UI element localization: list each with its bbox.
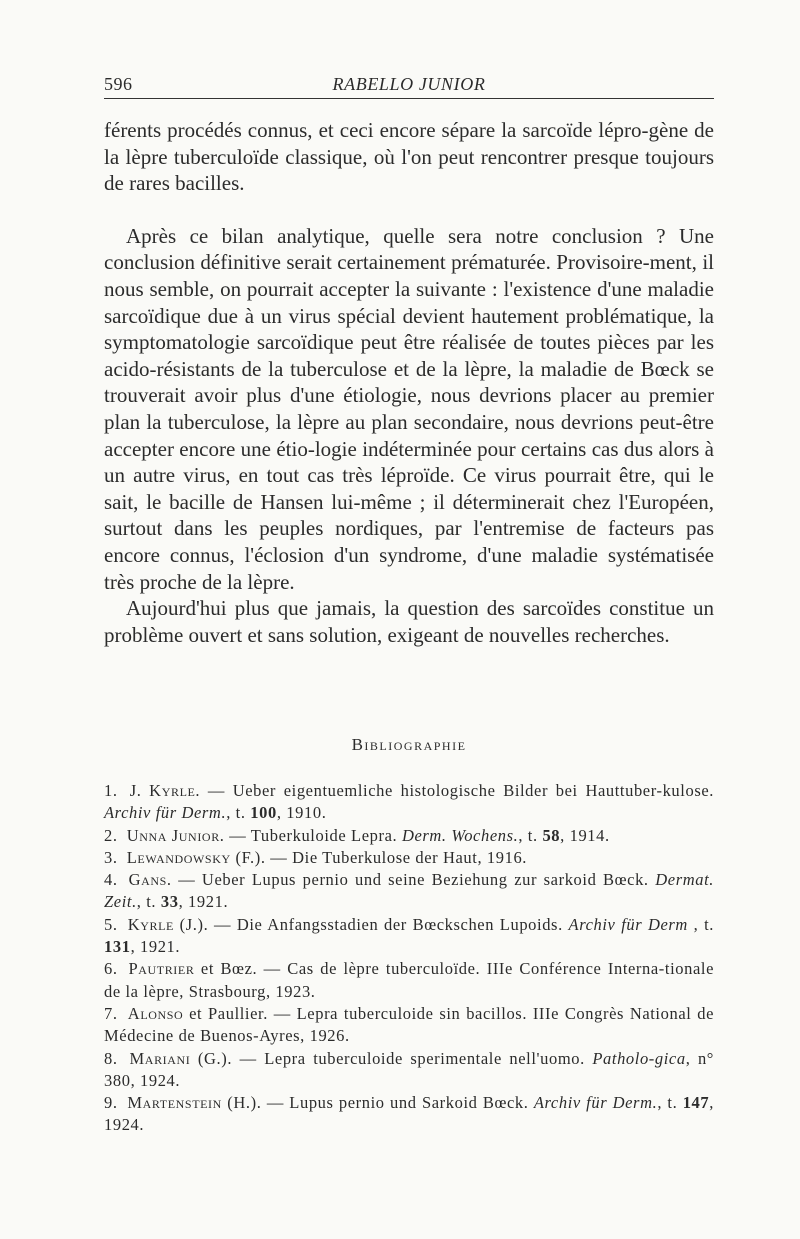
paragraph-2: Après ce bilan analytique, quelle sera notre conclusion ? Une conclusion définitive serait certainement prématurée. Provisoire-ment, il nous semble, on pourrait accepter la suivante : l'existence d'une maladie sarcoïdique due à un virus spécial devient hautement problématique, la symptomatologie sarcoïdique peut être réalisée de toutes pièces par les acido-résistants de la tuberculose et de la lèpre, la maladie de Bœck se trouverait avoir plus d'une étiologie, nous devrions placer au premier plan la tuberculose, la lèpre au plan secondaire, nous devrions peut-être accepter encore une étio-logie indéterminée pour certains cas dus alors à un autre virus, en tout cas très léproïde. Ce virus pourrait être, qui le sait, le bacille de Hansen lui-même ; il déterminerait chez l'Européen, surtout dans les peuples nordiques, par l'entremise de facteurs pas encore connus, l'éclosion d'un syndrome, d'une maladie systématisée très proche de la lèpre. [104,223,714,594]
entry-number: 3. [104,847,118,867]
entry-author: Kyrle [127,914,174,934]
entry-number: 4. [104,870,118,890]
entry-number: 8. [104,1048,118,1068]
bibliography-heading: Bibliographie [351,735,467,754]
running-head: RABELLO JUNIOR [332,74,486,94]
entry-volume: 380 [104,1070,131,1090]
entry-text: (F.). — Die Tuberkulose der Haut, 1916. [230,847,528,867]
entry-author: Gans. [128,870,172,890]
entry-rest: , 1924. [104,1093,714,1135]
bibliography-entry [104,869,714,914]
entry-text: et Bœz. — Cas de lèpre tuberculoïde. IIIe Conférence Interna-tionale de la lèpre, Strasbourg, 1923. [104,959,714,1001]
entry-text: (G.). — Lepra tuberculoide sperimentale nell'uomo. [190,1048,593,1068]
bibliography-entry [104,1048,714,1093]
entry-volume-label: , n° [685,1048,715,1068]
entry-text: et Paullier. — Lepra tuberculoide sin bacillos. IIIe Congrès National de Médecine de Buenos-Ayres, 1926. [104,1003,714,1046]
bibliography-entry [104,914,714,959]
entry-rest: , 1910. [276,803,327,823]
bibliography-entry [104,1092,714,1137]
entry-journal: Dermat. Zeit. [104,870,714,912]
bibliography-entry [104,825,714,847]
entry-number: 1. [104,781,118,800]
bibliography-list [104,780,714,1137]
entry-author: Alonso [127,1003,184,1023]
entry-volume: 131 [104,937,131,957]
bibliography-entry [104,958,714,1003]
entry-volume-label: , t. [136,892,161,912]
entry-number: 7. [104,1003,118,1023]
entry-number: 2. [104,825,118,845]
entry-volume: 147 [682,1093,710,1113]
entry-volume-label: , t. [657,1093,683,1113]
entry-volume: 100 [250,803,277,823]
entry-number: 6. [104,959,118,979]
entry-rest: , 1914. [560,825,610,845]
entry-journal: Derm. Wochens. [401,825,519,845]
entry-journal: Archiv für Derm [568,914,688,934]
entry-author: Mariani [129,1048,191,1068]
entry-volume: 58 [542,825,561,845]
bibliography-entry [104,780,714,825]
entry-author: Unna Junior. [126,825,225,845]
entry-text: — Ueber Lupus pernio und seine Beziehung zur sarkoid Bœck. [171,870,656,890]
entry-journal: Archiv für Derm. [533,1093,658,1113]
entry-number: 9. [104,1093,118,1113]
bibliography-entry [104,1003,714,1048]
entry-volume-label: , t. [687,914,714,934]
entry-author: Martenstein [127,1093,222,1113]
bibliography-entry [104,847,714,869]
page-header [104,74,714,99]
entry-volume: 33 [160,892,179,912]
entry-text: (J.). — Die Anfangsstadien der Bœckschen Lupoids. [173,914,569,934]
entry-rest: , 1921. [178,892,229,912]
entry-author: Lewandowsky [126,847,231,867]
page-number: 596 [104,74,133,94]
main-text [104,117,714,648]
entry-author: Pautrier [128,959,195,979]
entry-rest: , 1921. [130,937,181,957]
entry-text: — Tuberkuloide Lepra. [224,825,402,845]
entry-author: J. Kyrle. [129,781,201,800]
entry-journal: Archiv für Derm. [104,803,227,823]
paragraph-3: Aujourd'hui plus que jamais, la question des sarcoïdes constitue un problème ouvert et sans solution, exigeant de nouvelles recherches. [104,596,714,647]
entry-volume-label: , t. [518,825,543,845]
entry-text: — Ueber eigentuemliche histologische Bilder bei Hauttuber-kulose. [200,781,714,800]
entry-text: (H.). — Lupus pernio und Sarkoid Bœck. [221,1093,534,1113]
entry-rest: , 1924. [130,1070,181,1090]
entry-volume-label: , t. [226,803,251,823]
entry-number: 5. [104,914,118,934]
paragraph-1: férents procédés connus, et ceci encore sépare la sarcoïde lépro-gène de la lèpre tuberculoïde classique, où l'on peut rencontrer presque toujours de rares bacilles. [104,118,714,196]
entry-journal: Patholo-gica [592,1048,686,1068]
